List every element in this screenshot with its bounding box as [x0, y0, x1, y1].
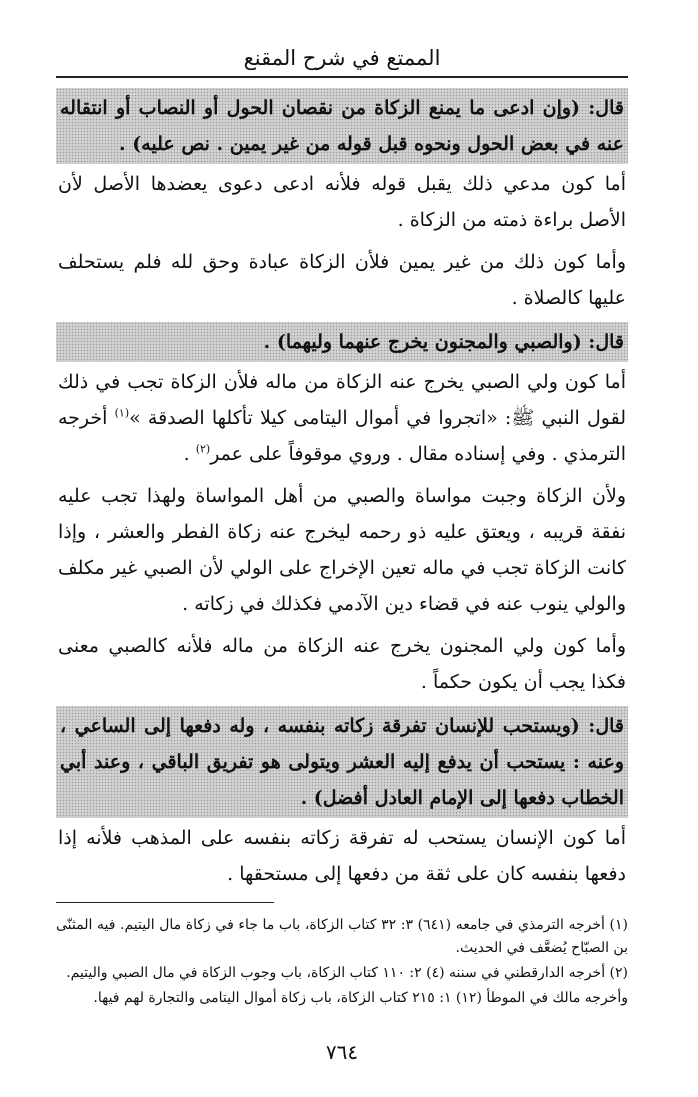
sharh-paragraph-1a: أما كون مدعي ذلك يقبل قوله فلأنه ادعى دعوى يعضدها الأصل لأن الأصل براءة ذمته من الزكاة .: [58, 173, 626, 231]
sharh-2a-part-3: .: [183, 443, 196, 465]
running-title: الممتع في شرح المقنع: [243, 46, 441, 70]
footnote-marker-2: (٢): [195, 442, 211, 456]
sharh-paragraph-3a: أما كون الإنسان يستحب له تفرقة زكاته بنفسه على المذهب فلأنه إذا دفعها بنفسه كان على ثقة من دفعها إلى مستحقها .: [58, 827, 626, 885]
footnote-2-continued: وأخرجه مالك في الموطأ (١٢) ١: ٢١٥ كتاب الزكاة، باب زكاة أموال اليتامى والتجارة لهم فيها.: [93, 990, 628, 1006]
footnote-2: (٢) أخرجه الدارقطني في سننه (٤) ٢: ١١٠ كتاب الزكاة، باب وجوب الزكاة في مال الصبي واليتيم.: [66, 965, 628, 981]
footnote-1: (١) أخرجه الترمذي في جامعه (٦٤١) ٣: ٣٢ كتاب الزكاة، باب ما جاء في زكاة مال اليتيم. فيه المثنّى بن الصبّاح يُضعَّف في الحديث.: [56, 917, 628, 956]
sharh-2a-part-1: أما كون ولي الصبي يخرج عنه الزكاة من ماله فلأن الزكاة تجب في ذلك لقول النبي ﷺ: «اتجروا في أموال اليتامى كيلا تأكلها الصدقة »: [58, 371, 626, 429]
footnote-rule: [56, 902, 274, 903]
sharh-2a-part-2: أخرجه الترمذي . وفي إسناده مقال . وروي موقوفاً على عمر: [58, 407, 626, 465]
sharh-paragraph-2b: ولأن الزكاة وجبت مواساة والصبي من أهل المواساة ولهذا تجب عليه نفقة قريبه ، ويعتق عليه ذو رحمه ليخرج عنه زكاة الفطر والعشر ، وإذا كانت الزكاة تجب في ماله تعين الإخراج على الولي لأن الصبي غير مكلف والولي ينوب عنه في قضاء دين الآدمي فكذلك في زكاته .: [58, 485, 626, 615]
matn-passage-3: قال: (ويستحب للإنسان تفرقة زكاته بنفسه ، وله دفعها إلى الساعي ، وعنه : يستحب أن يدفع إليه العشر ويتولى هو تفريق الباقي ، وعند أبي الخطاب دفعها إلى الإمام العادل أفضل) .: [56, 706, 628, 818]
sharh-paragraph-2c: وأما كون ولي المجنون يخرج عنه الزكاة من ماله فلأنه كالصبي معنى فكذا يجب أن يكون حكماً .: [58, 635, 626, 693]
sharh-paragraph-2a: [56, 364, 628, 472]
page-number: ٧٦٤: [325, 1040, 359, 1064]
matn-passage-2: قال: (والصبي والمجنون يخرج عنهما وليهما) .: [56, 322, 628, 362]
sharh-paragraph-1b: وأما كون ذلك من غير يمين فلأن الزكاة عبادة وحق لله فلم يستحلف عليها كالصلاة .: [58, 251, 626, 309]
matn-passage-1: قال: (وإن ادعى ما يمنع الزكاة من نقصان الحول أو النصاب أو انتقاله عنه في بعض الحول ونحوه قبل قوله من غير يمين . نص عليه) .: [56, 88, 628, 164]
footnote-marker-1: (١): [114, 406, 130, 420]
main-text: [56, 88, 628, 898]
header-rule: [56, 76, 628, 78]
footnotes: [56, 914, 628, 1012]
